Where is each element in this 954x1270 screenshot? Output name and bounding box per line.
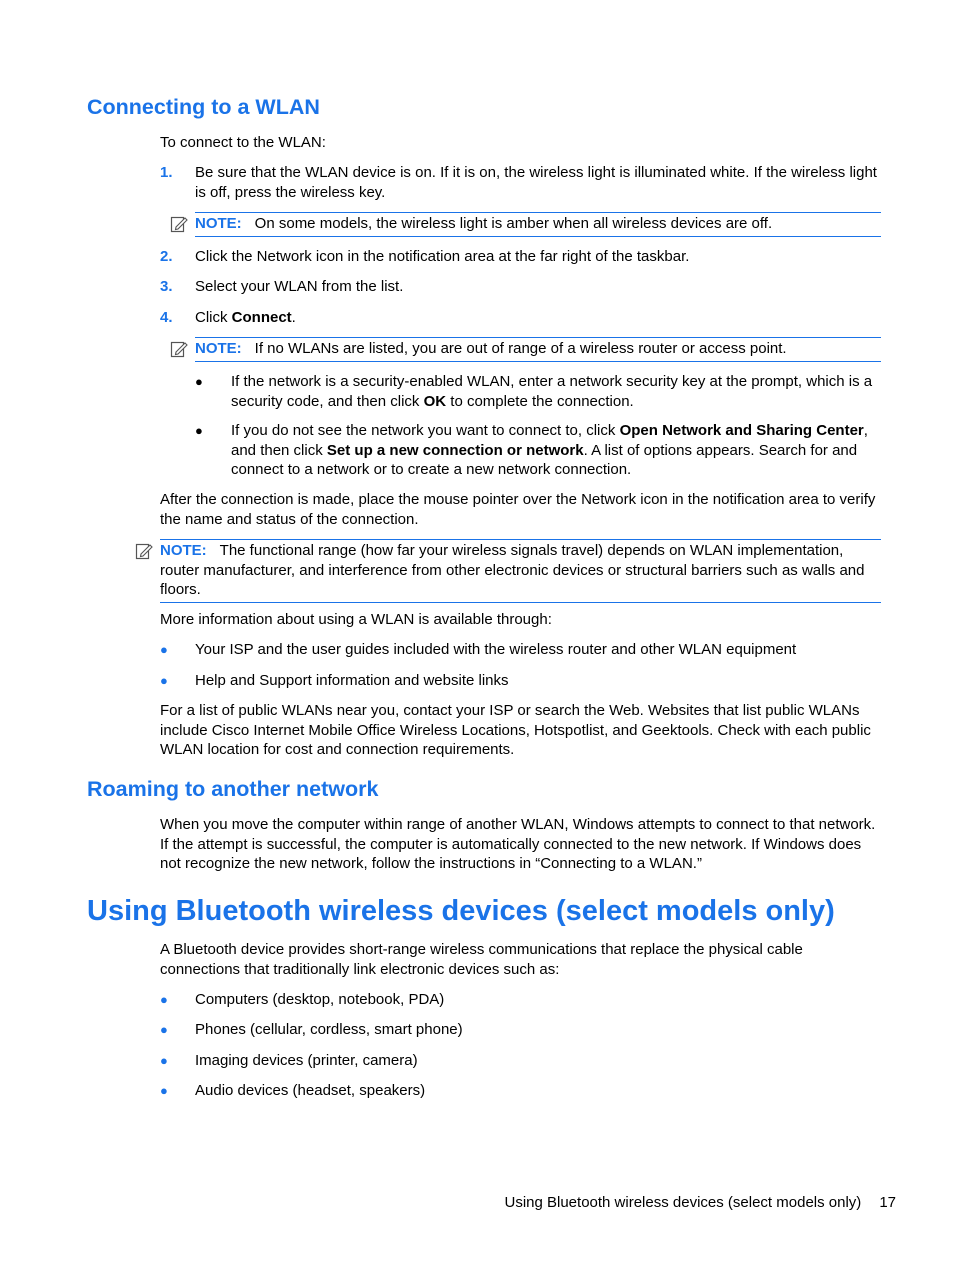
note-text: The functional range (how far your wireless signals travel) depends on WLAN implementation, router manufacturer, and interference from other electronic devices or structural barriers such as walls and floors.: [160, 542, 865, 598]
step-text: Be sure that the WLAN device is on. If it is on, the wireless light is illuminated white. If the wireless light is off, press the wireless key.: [195, 164, 877, 201]
step-number: 2.: [160, 248, 173, 265]
bluetooth-intro: A Bluetooth device provides short-range wireless communications that replace the physical cable connections that traditionally link electronic devices such as:: [160, 941, 803, 978]
step-number: 1.: [160, 164, 173, 181]
bullet-dot: ●: [195, 423, 203, 438]
note-box: [195, 337, 881, 362]
public-wlan-text: For a list of public WLANs near you, contact your ISP or search the Web. Websites that list public WLANs include Cisco Internet Mobile Office Wireless Locations, Hotspotlist, and Geektools. Check with each public WLAN location for cost and connection requirements.: [160, 702, 871, 758]
bluetooth-bullet-text: Computers (desktop, notebook, PDA): [195, 991, 445, 1008]
bluetooth-bullet-text: Imaging devices (printer, camera): [195, 1052, 418, 1069]
footer-title: Using Bluetooth wireless devices (select models only): [504, 1194, 862, 1211]
note-box: [160, 539, 881, 603]
section-heading-connecting: Connecting to a WLAN: [87, 95, 320, 119]
bullet-dot: ●: [160, 673, 168, 688]
bluetooth-bullet-text: Phones (cellular, cordless, smart phone): [195, 1021, 463, 1038]
note-box: [195, 212, 881, 237]
note-label: NOTE:: [195, 340, 242, 357]
note-text: If no WLANs are listed, you are out of range of a wireless router or access point.: [254, 340, 787, 357]
step-text: Select your WLAN from the list.: [195, 278, 404, 295]
note-icon: [170, 215, 188, 239]
note-label: NOTE:: [160, 542, 207, 559]
sub-bullet-text: If the network is a security-enabled WLAN, enter a network security key at the prompt, which is a security code, and then click OK to complete the connection.: [231, 373, 873, 410]
info-bullet-text: Your ISP and the user guides included with the wireless router and other WLAN equipment: [195, 641, 797, 658]
info-bullet-text: Help and Support information and website links: [195, 672, 509, 689]
note-icon: [170, 340, 188, 364]
section-heading-roaming: Roaming to another network: [87, 777, 379, 801]
bullet-dot: ●: [195, 374, 203, 389]
bullet-dot: ●: [160, 1083, 168, 1098]
page-footer: [504, 1193, 896, 1213]
bullet-dot: ●: [160, 642, 168, 657]
bullet-dot: ●: [160, 1022, 168, 1037]
bluetooth-bullet-text: Audio devices (headset, speakers): [195, 1082, 426, 1099]
chapter-heading-bluetooth: Using Bluetooth wireless devices (select models only): [87, 895, 835, 927]
step-number: 4.: [160, 309, 173, 326]
after-connection-text: After the connection is made, place the mouse pointer over the Network icon in the notification area to verify the name and status of the connection.: [160, 491, 876, 528]
more-info-text: More information about using a WLAN is available through:: [160, 611, 552, 628]
step-text: Click Connect.: [195, 309, 296, 326]
bullet-dot: ●: [160, 992, 168, 1007]
intro-text: To connect to the WLAN:: [160, 134, 326, 151]
note-icon: [135, 542, 153, 566]
note-label: NOTE:: [195, 215, 242, 232]
note-text: On some models, the wireless light is amber when all wireless devices are off.: [254, 215, 773, 232]
bullet-dot: ●: [160, 1053, 168, 1068]
sub-bullet-text: If you do not see the network you want to connect to, click Open Network and Sharing Center, and then click Set up a new connection or network. A list of options appears. Search for and connect to a network or to create a new network connection.: [231, 422, 868, 478]
page-number: 17: [879, 1194, 896, 1211]
step-text: Click the Network icon in the notification area at the far right of the taskbar.: [195, 248, 690, 265]
roaming-text: When you move the computer within range of another WLAN, Windows attempts to connect to that network. If the attempt is successful, the computer is automatically connected to the new network. If Windows does not recognize the new network, follow the instructions in “Connecting to a WLAN.”: [160, 816, 876, 872]
step-number: 3.: [160, 278, 173, 295]
